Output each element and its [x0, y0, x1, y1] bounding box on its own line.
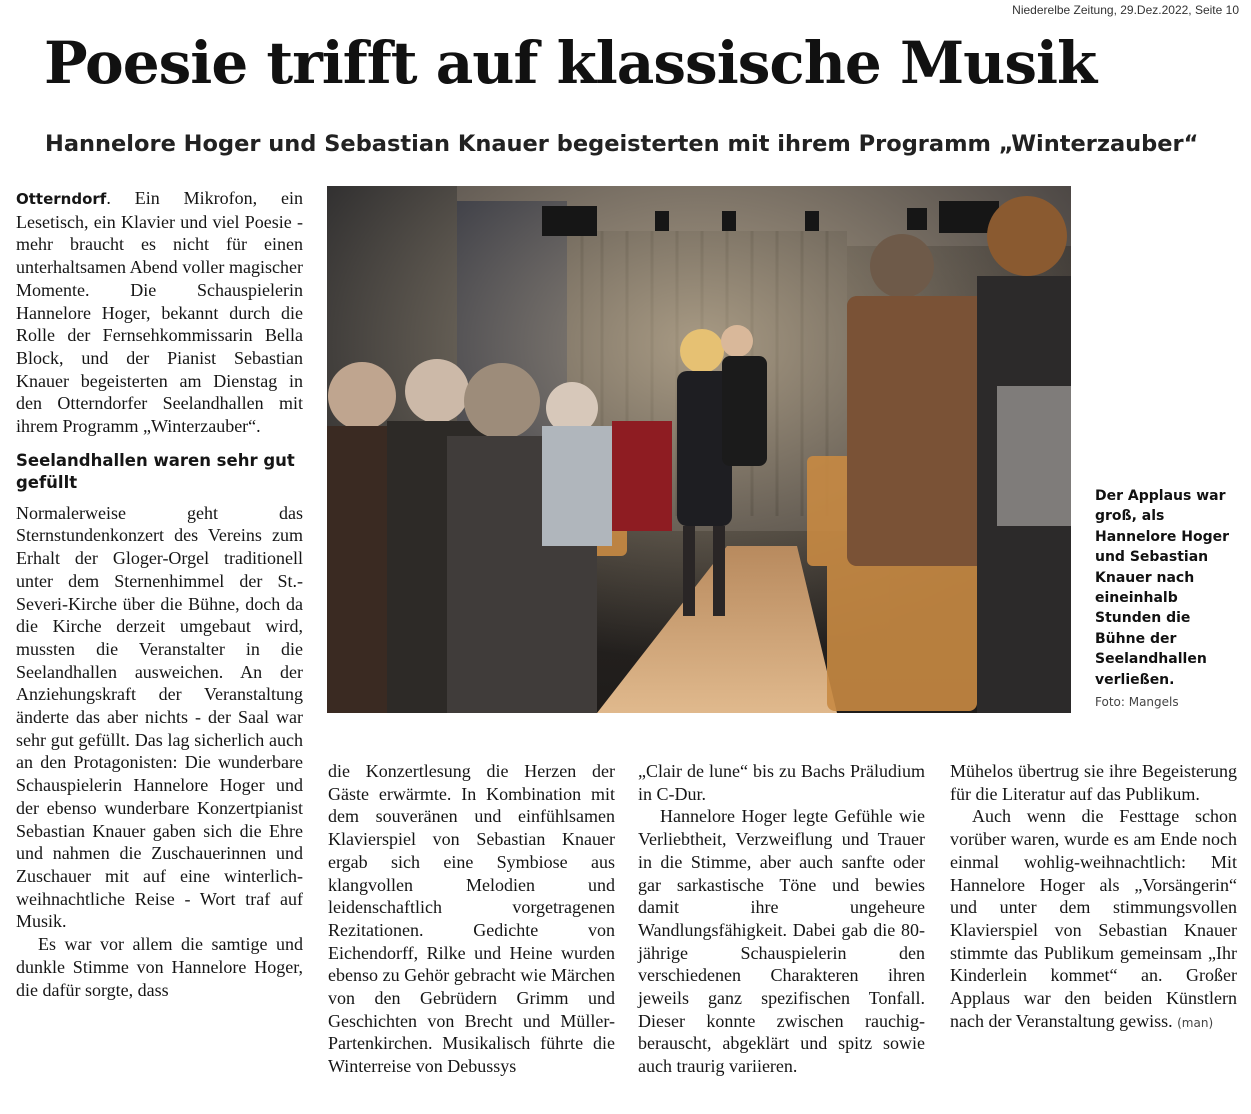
paragraph-2-continued: die Konzertlesung die Herzen der Gäste erwärmte. In Kombination mit dem souveränen und einfühlsamen Klavierspiel von Sebastian Knauer ergab sich eine Symbiose aus klangvollen Melodien und leidenschaftlich vorgetragenen Rezitationen. Gedichte von Eichendorff, Rilke und Heine wurden ebenso zu Gehör gebracht wie Märchen von den Gebrüdern Grimm und Geschichten von Brecht und Müller-Partenkirchen. Musikalisch führte die Winterreise von Debussys [328, 761, 615, 1077]
photo-caption: Der Applaus war groß, als Hannelore Hoger und Sebastian Knauer nach eineinhalb Stunden die Bühne der Seelandhallen verließen. [1095, 488, 1230, 688]
lead-text: . Ein Mikrofon, ein Lesetisch, ein Klavier und viel Poesie - mehr braucht es nicht für einen unterhaltsamen Abend voller magischer Momente. Die Schauspielerin Hannelore Hoger, bekannt durch die Rolle der Fernsehkommissarin Bella Block, und der Pianist Sebastian Knauer begeisterten am Dienstag in den Otterndorfer Seelandhallen mit ihrem Programm „Winterzauber“. [16, 188, 303, 437]
event-photo [327, 186, 1071, 713]
section-heading: Seelandhallen waren sehr gut gefüllt [16, 450, 295, 492]
paragraph-3: Hannelore Hoger legte Gefühle wie Verliebtheit, Verzweiflung und Trauer in die Stimme, aber auch sanfte oder gar sarkastische Töne und bewies damit ihre ungeheure Wandlungsfähigkeit. Dabei gab die 80-jährige Schauspielerin den verschiedenen Charakteren ihren jeweils ganz spezifischen Tonfall. Dieser konnte zwischen rauchig-berauscht, abgeklärt und spitz sowie auch traurig variieren. [638, 806, 925, 1077]
photo-credit: Foto: Mangels [1095, 695, 1179, 709]
paragraph-4: Mühelos übertrug sie ihre Begeisterung für die Literatur auf das Publikum. [950, 761, 1237, 804]
paragraph-1: Normalerweise geht das Sternstundenkonzert des Vereins zum Erhalt der Gloger-Orgel traditionell unter dem Sternenhimmel der St.-Severi-Kirche über die Bühne, doch da die Kirche derzeit umgebaut wird, mussten die Veranstalter in die Seelandhallen ausweichen. An der Anziehungskraft der Veranstaltung änderte das aber nichts - der Saal war sehr gut gefüllt. Das lag sicherlich auch an den Protagonisten: Die wunderbare Schauspielerin Hannelore Hoger und der ebenso wunderbare Konzertpianist Sebastian Knauer gaben sich die Ehre und nahmen die Zuschauerinnen und Zuschauer mit auf eine winterlich-weihnachtliche Reise - Wort traf auf Musik. [16, 502, 303, 932]
headline: Poesie trifft auf klassische Musik [44, 29, 1097, 97]
article-column-4 [950, 760, 1237, 1034]
article-column-3 [638, 760, 925, 1078]
paragraph-2-end: „Clair de lune“ bis zu Bachs Präludium in C-Dur. [638, 761, 925, 804]
paragraph-5-text: Auch wenn die Festtage schon vorüber waren, wurde es am Ende noch einmal wohlig-weihnachtlich: Mit Hannelore Hoger als „Vorsängerin“ und unter dem stimmungsvollen Klavierspiel von Sebastian Knauer stimmte das Publikum gemeinsam „Ihr Kinderlein kommet“ an. Großer Applaus war den beiden Künstlern nach der Veranstaltung gewiss. [950, 806, 1237, 1031]
lead-paragraph [16, 187, 303, 438]
author-byline: (man) [1177, 1015, 1214, 1030]
source-line: Niederelbe Zeitung, 29.Dez.2022, Seite 10 [1012, 3, 1239, 17]
paragraph-2-start: Es war vor allem die samtige und dunkle Stimme von Hannelore Hoger, die dafür sorgte, dass [16, 934, 303, 1000]
paragraph-5 [950, 805, 1237, 1034]
dateline: Otterndorf [16, 190, 107, 208]
article-column-2 [328, 760, 615, 1078]
subheadline: Hannelore Hoger und Sebastian Knauer begeisterten mit ihrem Programm „Winterzauber“ [45, 131, 1199, 157]
article-column-1 [16, 187, 303, 1001]
